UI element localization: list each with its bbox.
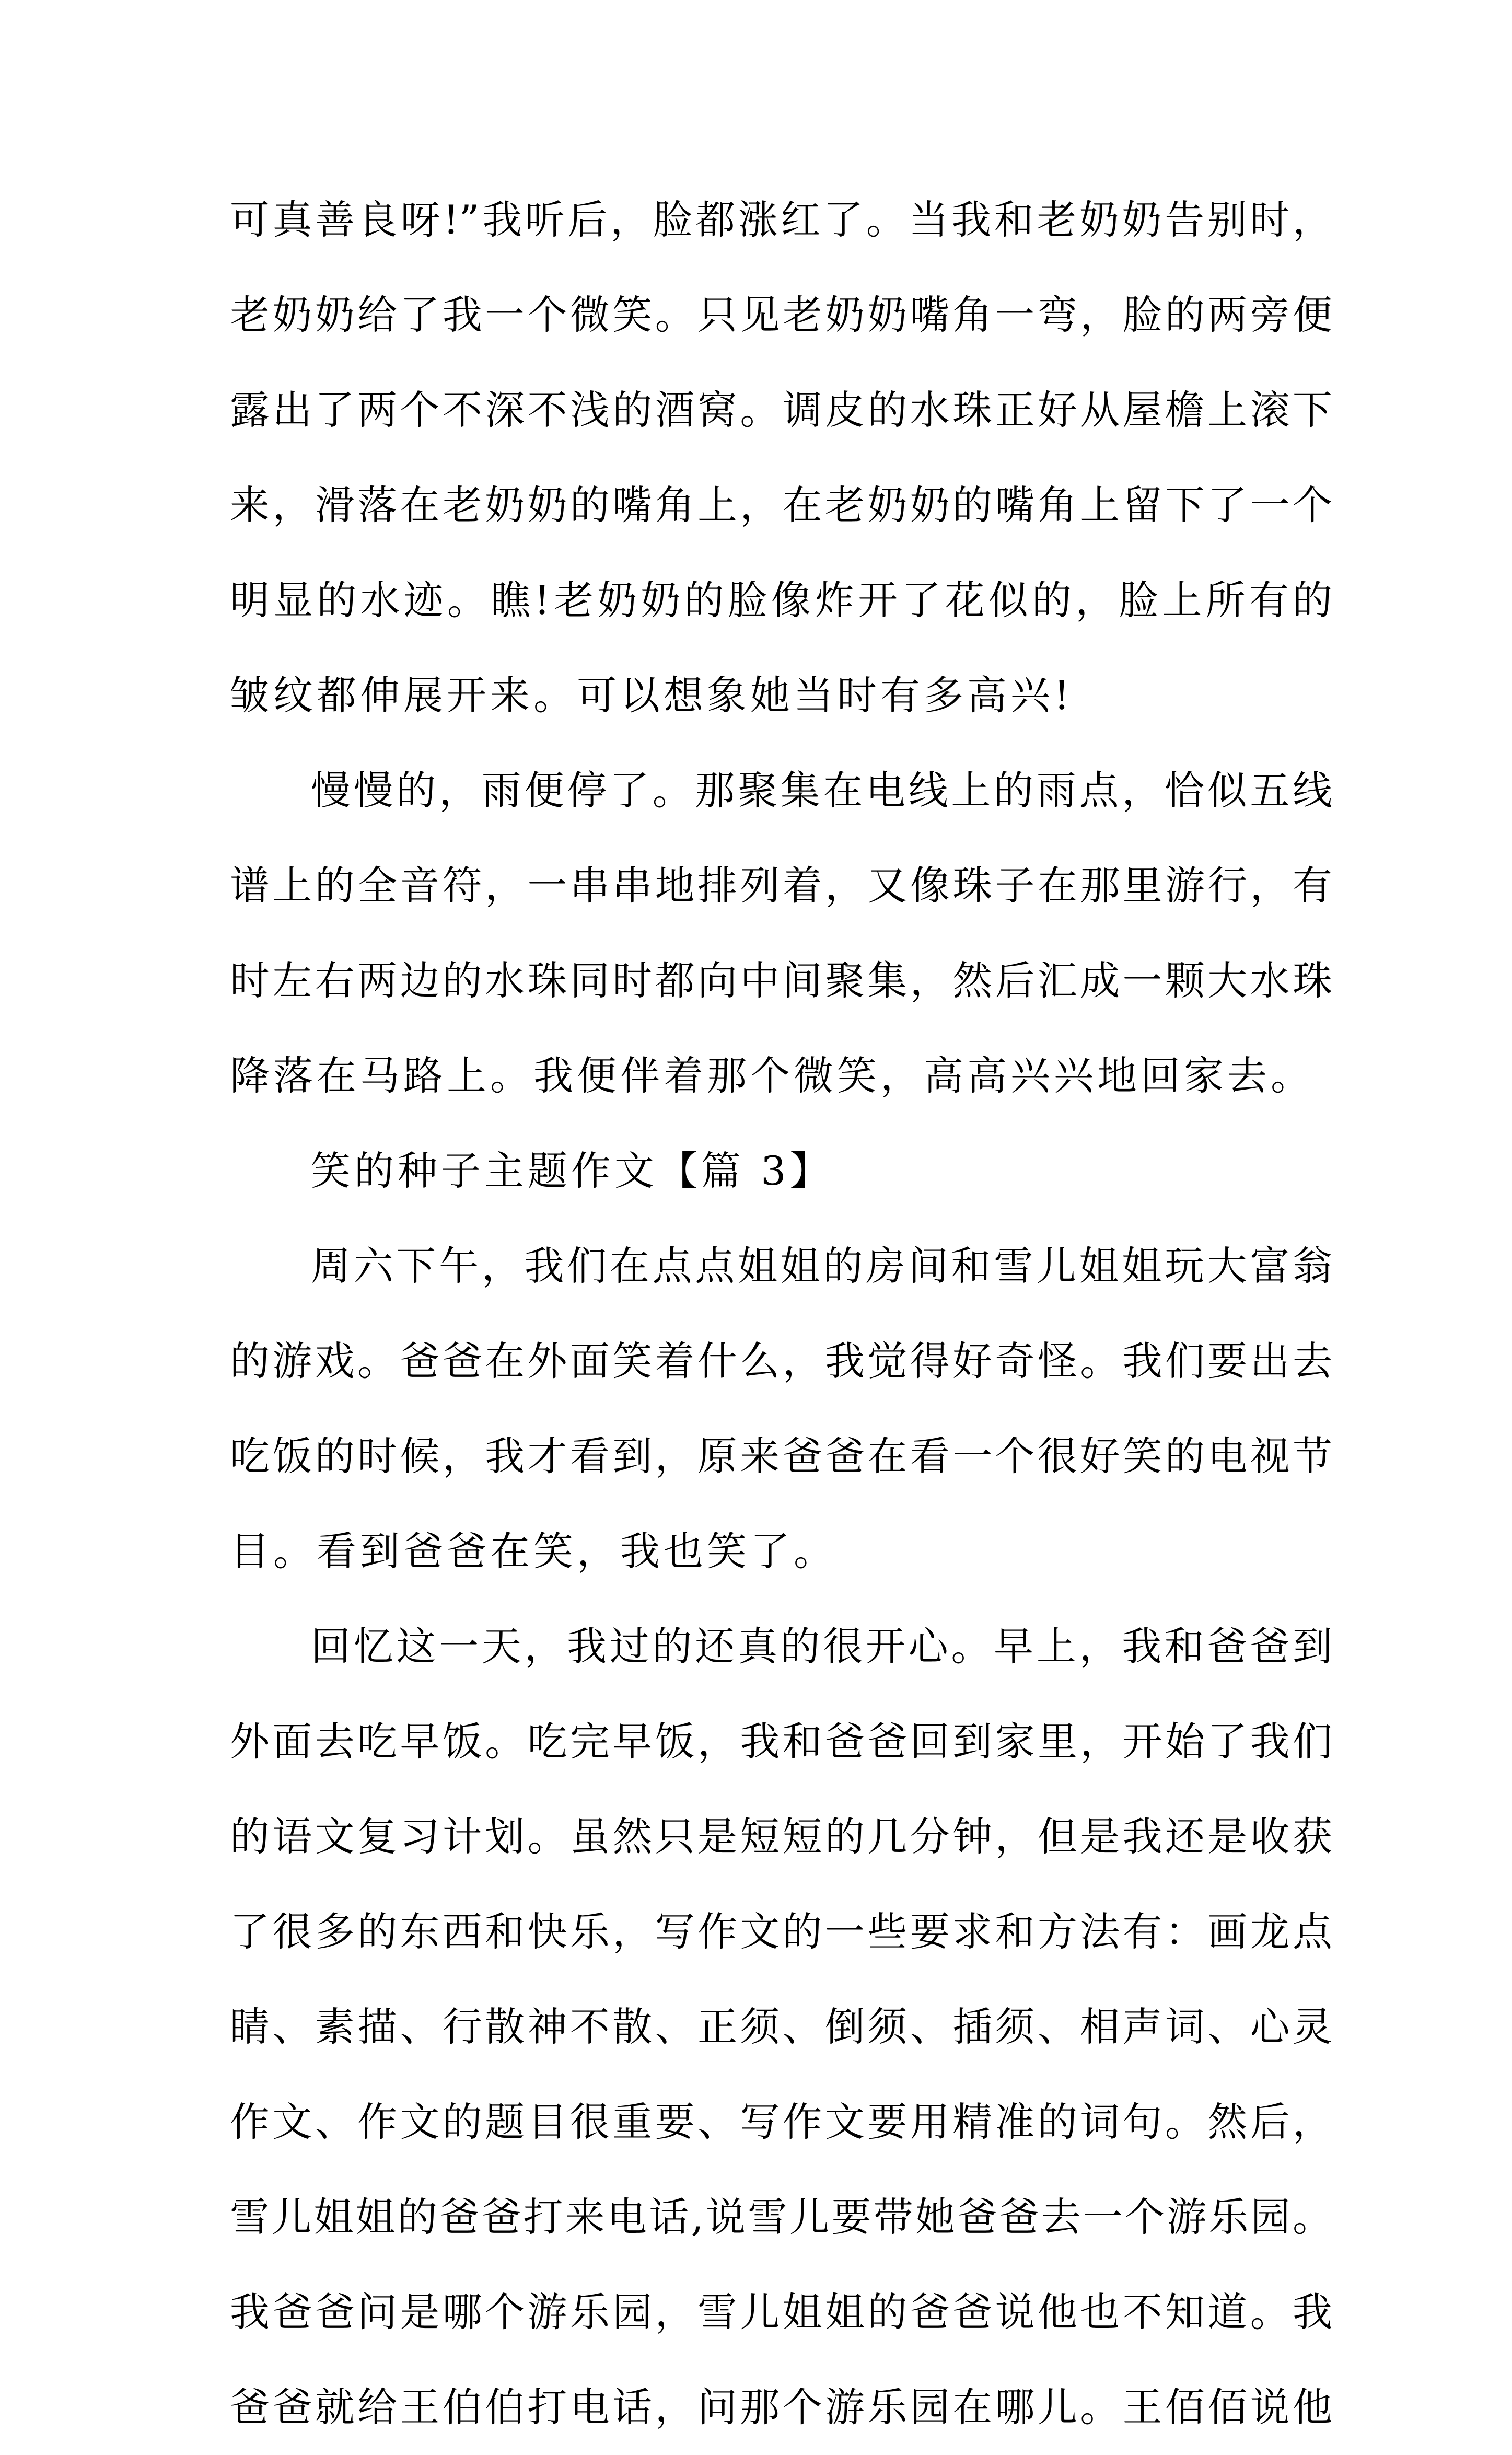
text-line: 明显的水迹。瞧!老奶奶的脸像炸开了花似的，脸上所有的 <box>230 577 1332 623</box>
text-line: 吃饭的时候，我才看到，原来爸爸在看一个很好笑的电视节 <box>230 1433 1332 1479</box>
text-line: 来，滑落在老奶奶的嘴角上，在老奶奶的嘴角上留下了一个 <box>230 482 1332 528</box>
text-line: 作文、作文的题目很重要、写作文要用精准的词句。然后， <box>230 2099 1332 2145</box>
text-line: 露出了两个不深不浅的酒窝。调皮的水珠正好从屋檐上滚下 <box>230 387 1332 433</box>
paragraph-first-line: 慢慢的，雨便停了。那聚集在电线上的雨点，恰似五线 <box>311 767 1332 814</box>
text-line: 目。看到爸爸在笑，我也笑了。 <box>230 1528 837 1574</box>
text-line: 谱上的全音符，一串串地排列着，又像珠子在那里游行，有 <box>230 862 1332 909</box>
text-line: 我爸爸问是哪个游乐园，雪儿姐姐的爸爸说他也不知道。我 <box>230 2289 1332 2335</box>
text-line: 睛、素描、行散神不散、正须、倒须、插须、相声词、心灵 <box>230 2004 1332 2050</box>
text-line: 的游戏。爸爸在外面笑着什么，我觉得好奇怪。我们要出去 <box>230 1338 1332 1384</box>
text-line: 雪儿姐姐的爸爸打来电话,说雪儿要带她爸爸去一个游乐园。 <box>230 2194 1332 2240</box>
text-line: 外面去吃早饭。吃完早饭，我和爸爸回到家里，开始了我们 <box>230 1718 1332 1765</box>
text-line: 爸爸就给王伯伯打电话，问那个游乐园在哪儿。王佰佰说他 <box>230 2384 1332 2430</box>
text-line: 降落在马路上。我便伴着那个微笑，高高兴兴地回家去。 <box>230 1052 1314 1099</box>
text-line: 了很多的东西和快乐，写作文的一些要求和方法有：画龙点 <box>230 1908 1332 1955</box>
text-line: 皱纹都伸展开来。可以想象她当时有多高兴! <box>230 672 1074 719</box>
paragraph-first-line: 周六下午，我们在点点姐姐的房间和雪儿姐姐玩大富翁 <box>311 1243 1332 1289</box>
document-body <box>230 172 1332 2455</box>
paragraph-first-line: 回忆这一天，我过的还真的很开心。早上，我和爸爸到 <box>311 1623 1332 1670</box>
section-heading: 笑的种子主题作文【篇 3】 <box>311 1148 833 1194</box>
text-line: 时左右两边的水珠同时都向中间聚集，然后汇成一颗大水珠 <box>230 957 1332 1004</box>
text-line: 老奶奶给了我一个微笑。只见老奶奶嘴角一弯，脸的两旁便 <box>230 292 1332 338</box>
text-line: 的语文复习计划。虽然只是短短的几分钟，但是我还是收获 <box>230 1813 1332 1860</box>
text-line: 可真善良呀!”我听后，脸都涨红了。当我和老奶奶告别时， <box>230 196 1332 243</box>
